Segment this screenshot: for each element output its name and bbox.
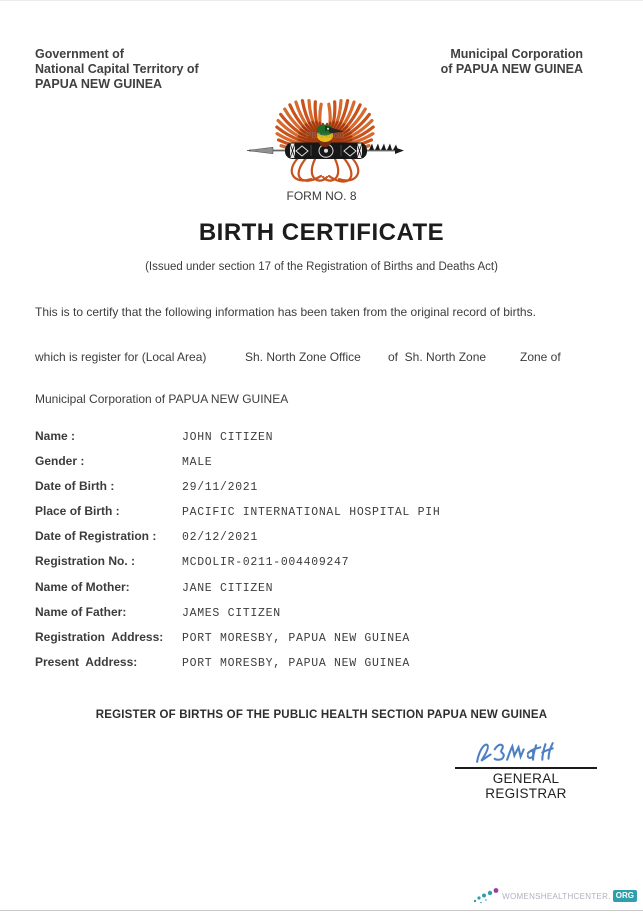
field-value: PORT MORESBY, PAPUA NEW GUINEA <box>182 631 411 645</box>
page-bottom-edge <box>0 910 643 911</box>
register-of-births-heading: REGISTER OF BIRTHS OF THE PUBLIC HEALTH SECTION PAPUA NEW GUINEA <box>95 709 548 721</box>
certificate-fields <box>35 429 595 680</box>
emblem-tail-curls <box>292 156 359 182</box>
signature-line <box>455 767 597 769</box>
register-line-zone: of Sh. North Zone <box>388 350 487 364</box>
site-logo-dots-icon <box>472 887 500 905</box>
form-number: FORM NO. 8 <box>286 189 357 203</box>
field-row-present-address <box>35 655 595 680</box>
field-value: MALE <box>182 456 213 470</box>
field-row-registration-address <box>35 630 595 655</box>
site-watermark <box>472 887 637 905</box>
header-right <box>441 47 583 77</box>
field-row-name <box>35 429 595 454</box>
register-line-part4: Zone of <box>520 350 561 364</box>
field-row-place-of-birth <box>35 504 595 529</box>
header-left-line1: Government of <box>35 47 124 61</box>
field-value: 29/11/2021 <box>182 481 259 495</box>
document-title: BIRTH CERTIFICATE <box>198 219 445 246</box>
field-row-registration-no <box>35 554 595 579</box>
field-label: Name : <box>35 429 76 443</box>
document-subtitle: (Issued under section 17 of the Registration of Births and Deaths Act) <box>145 261 498 273</box>
field-label: Name of Father: <box>35 604 127 619</box>
register-line-part1: which is register for (Local Area) <box>35 350 207 364</box>
header-left-line2: National Capital Territory of <box>35 62 199 76</box>
site-tld-badge: ORG <box>613 890 637 902</box>
field-value: JAMES CITIZEN <box>182 606 281 620</box>
field-value: MCDOLIR-0211-004409247 <box>182 556 350 570</box>
field-label: Place of Birth : <box>35 504 120 519</box>
field-row-date-of-birth <box>35 479 595 504</box>
site-name-text: WOMENSHEALTHCENTER. <box>502 891 611 901</box>
field-value: JOHN CITIZEN <box>182 431 274 444</box>
register-line-corporation: Municipal Corporation of PAPUA NEW GUINEA <box>35 392 289 406</box>
field-value: PACIFIC INTERNATIONAL HOSPITAL PIH <box>182 506 441 520</box>
page-top-edge <box>0 0 643 1</box>
field-row-date-of-registration <box>35 529 595 554</box>
field-value: 02/12/2021 <box>182 531 259 545</box>
field-row-name-of-mother <box>35 580 595 605</box>
header-right-line2: of PAPUA NEW GUINEA <box>440 62 583 76</box>
field-label: Registration Address: <box>35 629 164 644</box>
header-left <box>35 47 199 92</box>
field-label: Present Address: <box>35 654 138 669</box>
field-value: PORT MORESBY, PAPUA NEW GUINEA <box>182 656 411 670</box>
field-label: Date of Birth : <box>35 479 115 494</box>
national-emblem-icon <box>243 86 407 188</box>
field-label: Registration No. : <box>35 554 136 569</box>
register-line-office: Sh. North Zone Office <box>245 350 361 364</box>
general-registrar-label: GENERAL REGISTRAR <box>485 771 567 801</box>
header-right-line1: Municipal Corporation <box>450 47 583 61</box>
field-label: Name of Mother: <box>35 579 130 594</box>
registrar-signature <box>474 739 562 766</box>
field-row-name-of-father <box>35 605 595 630</box>
emblem-watermark-text: PBAndroid <box>305 131 345 140</box>
field-label: Gender : <box>35 454 85 469</box>
field-row-gender <box>35 454 595 479</box>
field-label: Date of Registration : <box>35 529 157 544</box>
certify-statement: This is to certify that the following information has been taken from the original record of births. <box>35 305 536 319</box>
header-left-line3: PAPUA NEW GUINEA <box>35 77 163 91</box>
field-value: JANE CITIZEN <box>182 581 274 595</box>
